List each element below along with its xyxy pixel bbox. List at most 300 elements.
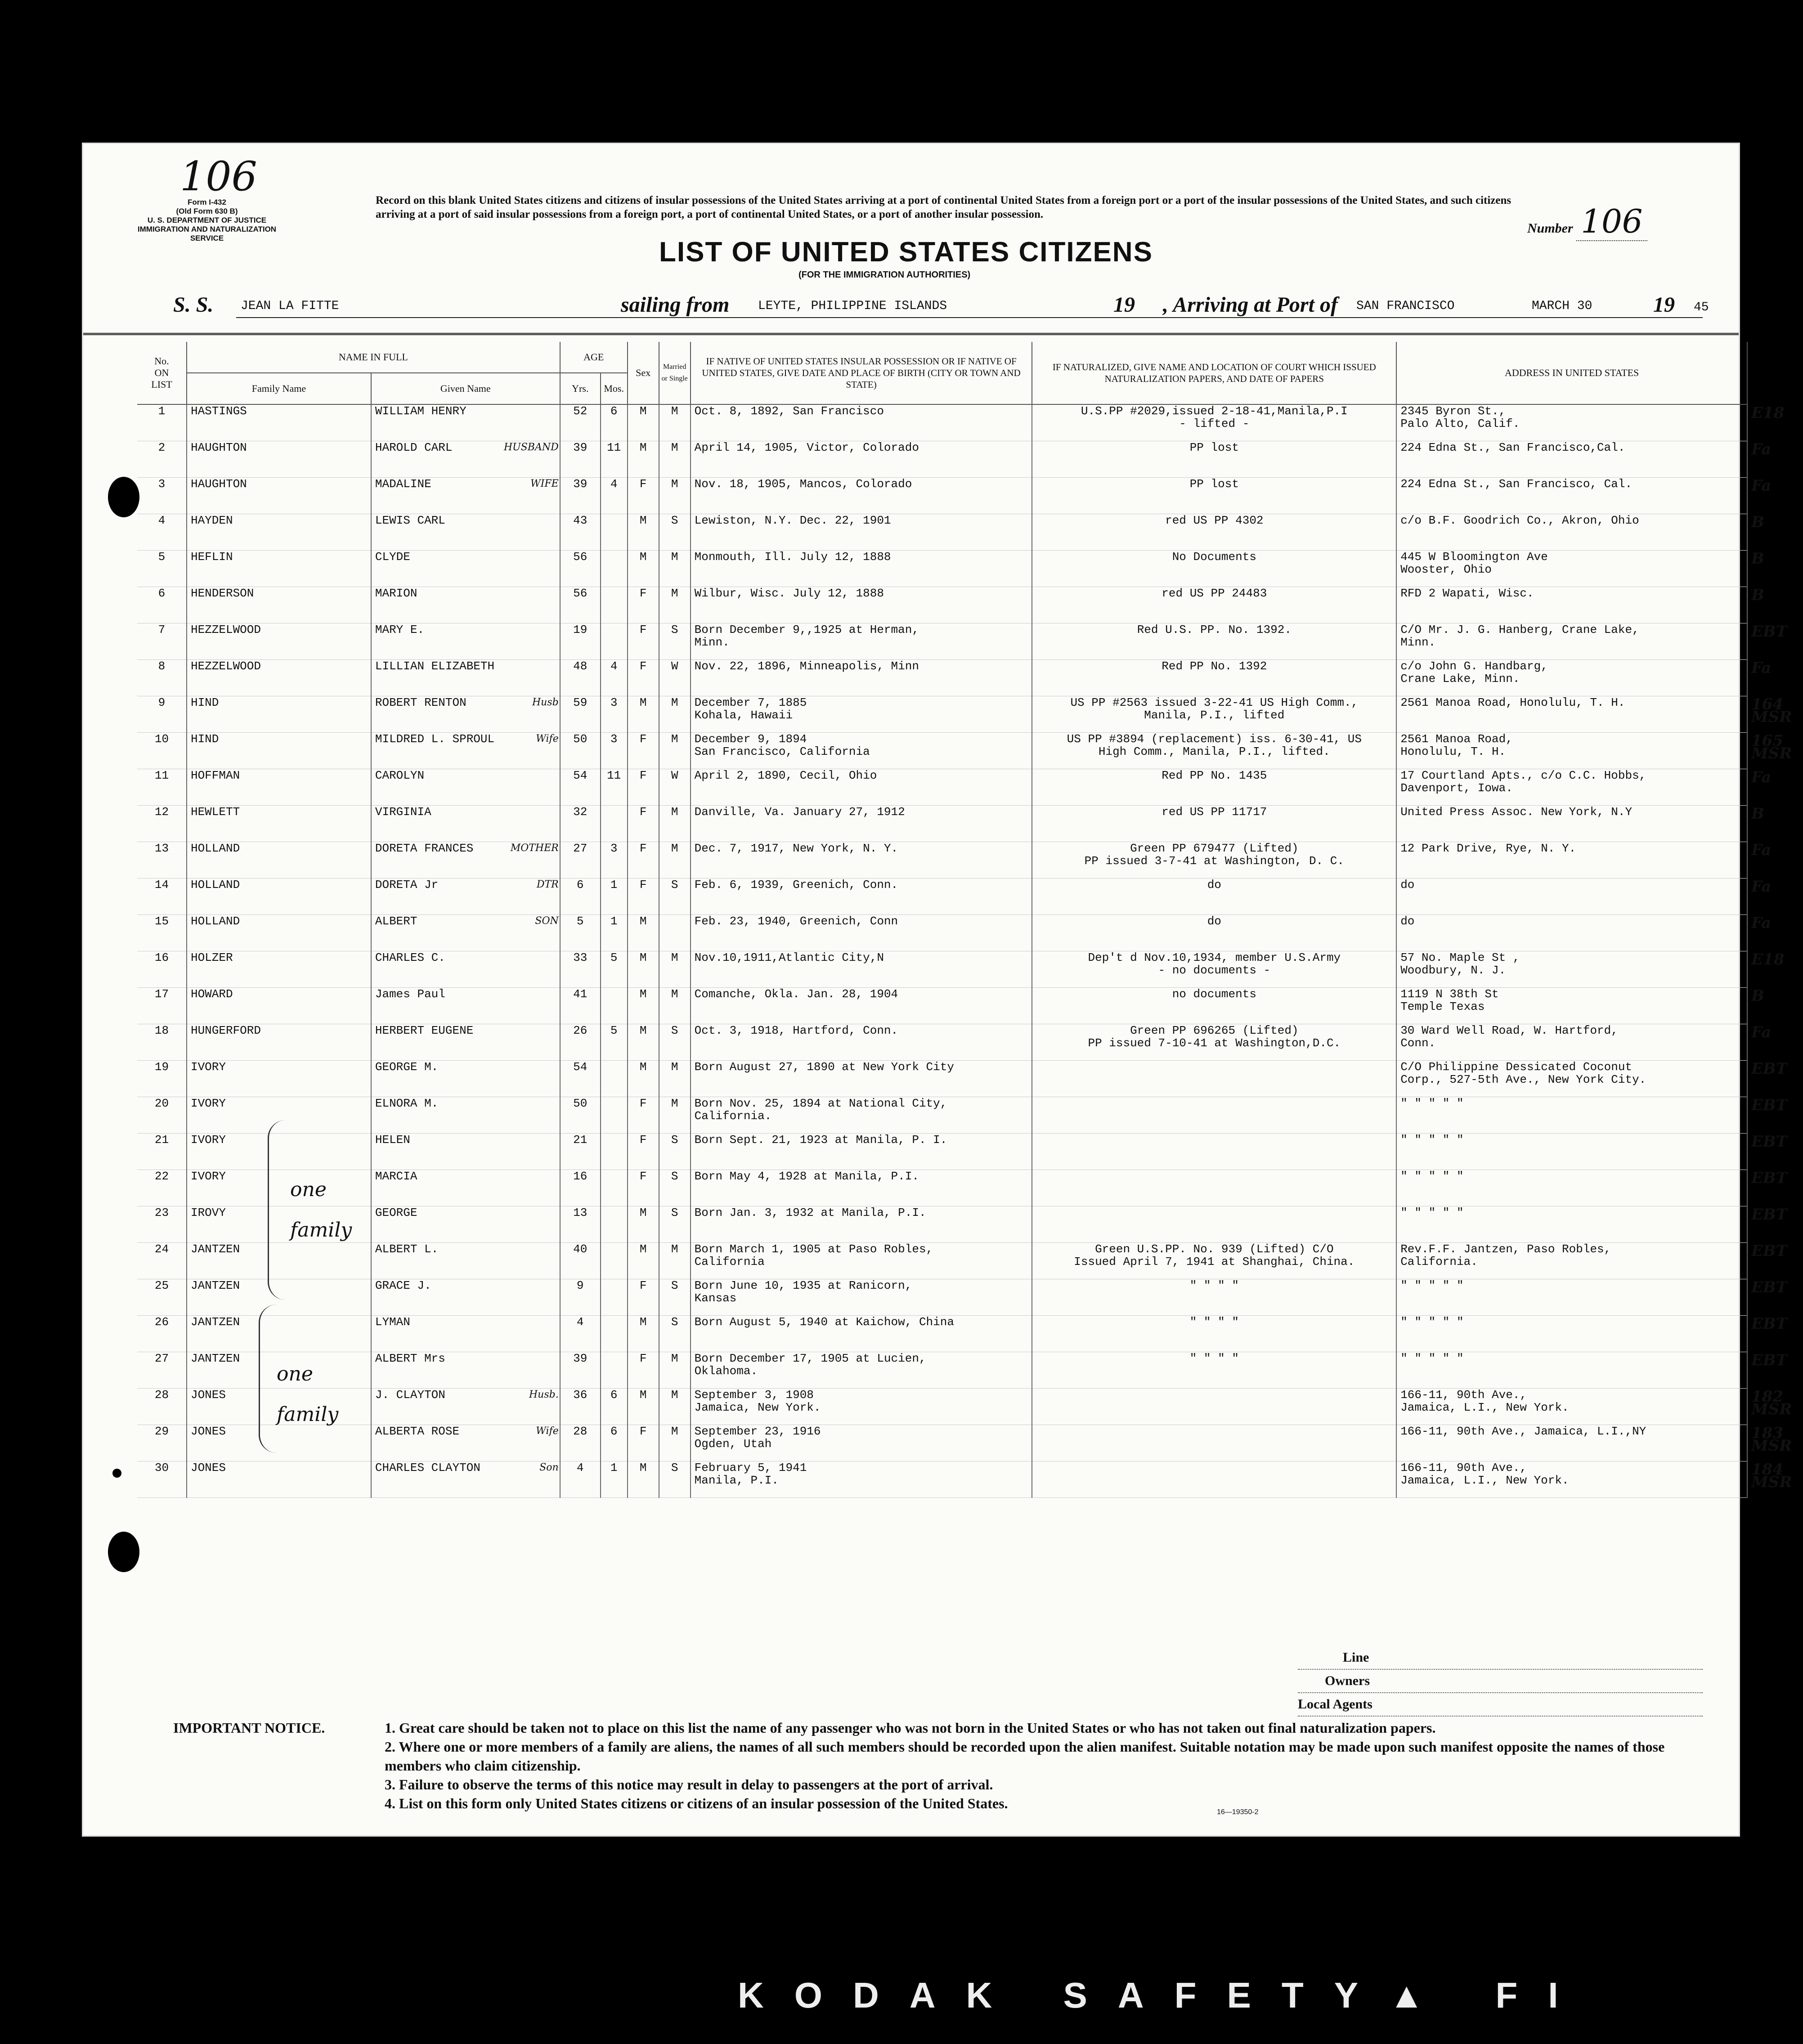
list-number-value: 106: [1576, 202, 1647, 241]
us-address: " " " " " EBT: [1396, 1206, 1747, 1243]
family-name: HOLLAND: [187, 842, 371, 879]
birth-info: April 14, 1905, Victor, Colorado: [691, 441, 1032, 478]
sex: M: [628, 988, 659, 1024]
age-months: 6: [601, 1389, 628, 1425]
age-years: 16: [560, 1170, 601, 1206]
punch-hole: [112, 1469, 121, 1478]
given-name: GEORGE: [371, 1206, 560, 1243]
age-months: 1: [601, 879, 628, 915]
us-address: " " " " " EBT: [1396, 1134, 1747, 1170]
row-number: 1: [137, 404, 187, 441]
page-subtitle: (FOR THE IMMIGRATION AUTHORITIES): [798, 270, 971, 280]
naturalization-info: [1032, 1461, 1396, 1498]
birth-info: Wilbur, Wisc. July 12, 1888: [691, 587, 1032, 623]
given-name: LILLIAN ELIZABETH: [371, 660, 560, 696]
marital-status: M: [659, 1389, 691, 1425]
notice-heading: IMPORTANT NOTICE.: [173, 1720, 325, 1736]
family-name: JANTZEN: [187, 1279, 371, 1316]
naturalization-info: Green PP 696265 (Lifted) PP issued 7-10-41 at Washington,D.C.: [1032, 1024, 1396, 1061]
table-row: [137, 660, 1747, 696]
us-address: 445 W Bloomington Ave Wooster, Ohio B: [1396, 551, 1747, 587]
us-address: 166-11, 90th Ave., Jamaica, L.I.,NY 183 MSR: [1396, 1425, 1747, 1461]
margin-annotation: EBT: [1751, 1169, 1787, 1187]
us-address: 57 No. Maple St , Woodbury, N. J. E18: [1396, 951, 1747, 988]
naturalization-info: U.S.PP #2029,issued 2-18-41,Manila,P.I - lifted -: [1032, 404, 1396, 441]
passenger-rows: [137, 404, 1792, 1498]
us-address: do Fa: [1396, 879, 1747, 915]
age-months: [601, 1316, 628, 1352]
sex: M: [628, 915, 659, 951]
margin-annotation: 165 MSR: [1751, 732, 1792, 762]
marital-status: M: [659, 988, 691, 1024]
family-name: HOLZER: [187, 951, 371, 988]
age-years: 13: [560, 1206, 601, 1243]
family-name: IVORY: [187, 1061, 371, 1097]
row-number: 29: [137, 1425, 187, 1461]
age-years: 50: [560, 733, 601, 769]
birth-info: Born May 4, 1928 at Manila, P.I.: [691, 1170, 1032, 1206]
us-address: 224 Edna St., San Francisco, Cal. Fa: [1396, 478, 1747, 514]
age-years: 19: [560, 623, 601, 660]
table-row: [137, 1024, 1747, 1061]
given-name: [371, 915, 560, 951]
age-months: [601, 551, 628, 587]
margin-annotation: Fa: [1751, 841, 1772, 859]
margin-annotation: B: [1751, 987, 1764, 1005]
given-name: HELEN: [371, 1134, 560, 1170]
table-row: [137, 879, 1747, 915]
margin-annotation: B: [1751, 550, 1764, 568]
margin-annotation: 164 MSR: [1751, 695, 1792, 726]
margin-annotation: 184 MSR: [1751, 1461, 1792, 1491]
row-number: 16: [137, 951, 187, 988]
naturalization-info: US PP #3894 (replacement) iss. 6-30-41, US High Comm., Manila, P.I., lifted.: [1032, 733, 1396, 769]
row-number: 5: [137, 551, 187, 587]
family-name: JANTZEN: [187, 1316, 371, 1352]
given-name: MARY E.: [371, 623, 560, 660]
us-address: RFD 2 Wapati, Wisc. B: [1396, 587, 1747, 623]
given-name: CAROLYN: [371, 769, 560, 806]
birth-info: Oct. 8, 1892, San Francisco: [691, 404, 1032, 441]
col-birth: IF NATIVE OF UNITED STATES INSULAR POSSESSION OR IF NATIVE OF UNITED STATES, GIVE DATE AND PLACE OF BIRTH (CITY OR TOWN AND STATE): [691, 342, 1032, 404]
relationship-note: Son: [539, 1462, 559, 1473]
col-no: No. ON LIST: [137, 342, 187, 404]
marital-status: M: [659, 1061, 691, 1097]
family-name: HOLLAND: [187, 879, 371, 915]
us-address: United Press Assoc. New York, N.Y B: [1396, 806, 1747, 842]
given-name-text: ROBERT RENTON: [375, 696, 466, 709]
naturalization-info: [1032, 1170, 1396, 1206]
table-row: [137, 1461, 1747, 1498]
age-years: 36: [560, 1389, 601, 1425]
age-months: [601, 587, 628, 623]
family-name: HOLLAND: [187, 915, 371, 951]
birth-info: Born Nov. 25, 1894 at National City, California.: [691, 1097, 1032, 1134]
marital-status: M: [659, 441, 691, 478]
us-address: 12 Park Drive, Rye, N. Y. Fa: [1396, 842, 1747, 879]
table-row: [137, 1097, 1747, 1134]
age-months: [601, 1061, 628, 1097]
age-months: [601, 1097, 628, 1134]
given-name: MARION: [371, 587, 560, 623]
sex: F: [628, 1134, 659, 1170]
age-years: 56: [560, 551, 601, 587]
row-number: 13: [137, 842, 187, 879]
age-years: 56: [560, 587, 601, 623]
table-row: [137, 1316, 1747, 1352]
row-number: 14: [137, 879, 187, 915]
table-row: [137, 1134, 1747, 1170]
naturalization-info: [1032, 1425, 1396, 1461]
marital-status: M: [659, 404, 691, 441]
arrival-port: SAN FRANCISCO: [1356, 299, 1455, 313]
birth-info: Nov. 18, 1905, Mancos, Colorado: [691, 478, 1032, 514]
notice-row-1: [173, 1718, 1694, 1737]
naturalization-info: no documents: [1032, 988, 1396, 1024]
sex: M: [628, 696, 659, 733]
ship-name: JEAN LA FITTE: [241, 299, 339, 313]
naturalization-info: red US PP 24483: [1032, 587, 1396, 623]
marital-status: S: [659, 1170, 691, 1206]
naturalization-info: do: [1032, 915, 1396, 951]
family-name: JANTZEN: [187, 1243, 371, 1279]
given-name: [371, 441, 560, 478]
age-months: 4: [601, 660, 628, 696]
margin-annotation: EBT: [1751, 623, 1787, 641]
family-name: HEZZELWOOD: [187, 623, 371, 660]
age-years: 40: [560, 1243, 601, 1279]
marital-status: M: [659, 806, 691, 842]
given-name: [371, 733, 560, 769]
margin-annotation: EBT: [1751, 1096, 1787, 1114]
sex: F: [628, 478, 659, 514]
naturalization-info: " " " ": [1032, 1279, 1396, 1316]
family-name: HAUGHTON: [187, 441, 371, 478]
given-name: CLYDE: [371, 551, 560, 587]
col-mos: Mos.: [601, 373, 628, 404]
marital-status: S: [659, 1316, 691, 1352]
birth-info: December 9, 1894 San Francisco, California: [691, 733, 1032, 769]
age-years: 4: [560, 1461, 601, 1498]
age-years: 39: [560, 441, 601, 478]
notice-item-2: 2. Where one or more members of a family are aliens, the names of all such members should be recorded upon the alien manifest. Suitable notation may be made upon such manifest opposite the names of those members who claim citizenship.: [385, 1739, 1665, 1774]
naturalization-info: [1032, 1061, 1396, 1097]
sex: F: [628, 842, 659, 879]
sex: F: [628, 1097, 659, 1134]
family-bracket-ivory: [268, 1120, 287, 1300]
departure-port: LEYTE, PHILIPPINE ISLANDS: [758, 299, 947, 313]
family-bracket-jantzen: [259, 1304, 278, 1453]
age-months: 11: [601, 441, 628, 478]
given-name: VIRGINIA: [371, 806, 560, 842]
naturalization-info: [1032, 1389, 1396, 1425]
us-address: 30 Ward Well Road, W. Hartford, Conn. Fa: [1396, 1024, 1747, 1061]
age-months: 5: [601, 951, 628, 988]
header-instructions: Record on this blank United States citizens and citizens of insular possessions of the United States arriving at a port of continental United States from a foreign port or a port of the insular possessions of the United States, and such citizens arriving at a port of said insular possessions from a foreign port, a port of continental United States, or a port of another insular possession.: [376, 194, 1511, 220]
naturalization-info: Red U.S. PP. No. 1392.: [1032, 623, 1396, 660]
birth-info: Born March 1, 1905 at Paso Robles, California: [691, 1243, 1032, 1279]
given-name: ELNORA M.: [371, 1097, 560, 1134]
family-name: HEFLIN: [187, 551, 371, 587]
sex: F: [628, 1170, 659, 1206]
arrival-year: 45: [1694, 300, 1709, 314]
marital-status: M: [659, 587, 691, 623]
age-months: 5: [601, 1024, 628, 1061]
us-address: 166-11, 90th Ave., Jamaica, L.I., New York. 184 MSR: [1396, 1461, 1747, 1498]
relationship-note: Husb.: [529, 1389, 559, 1400]
us-address: 2561 Manoa Road, Honolulu, T. H. 165 MSR: [1396, 733, 1747, 769]
birth-info: Comanche, Okla. Jan. 28, 1904: [691, 988, 1032, 1024]
handwritten-form-number: 106: [180, 153, 257, 200]
sex: M: [628, 551, 659, 587]
row-number: 24: [137, 1243, 187, 1279]
age-years: 27: [560, 842, 601, 879]
table-row: [137, 514, 1747, 551]
age-years: 54: [560, 1061, 601, 1097]
footer-line-label: Line: [1298, 1646, 1703, 1670]
marital-status: M: [659, 1097, 691, 1134]
arrival-date: MARCH 30: [1532, 299, 1592, 313]
row-number: 11: [137, 769, 187, 806]
naturalization-info: Green U.S.PP. No. 939 (Lifted) C/O Issued April 7, 1941 at Shanghai, China.: [1032, 1243, 1396, 1279]
row-number: 28: [137, 1389, 187, 1425]
table-row: [137, 1061, 1747, 1097]
age-months: [601, 988, 628, 1024]
row-number: 21: [137, 1134, 187, 1170]
age-years: 39: [560, 1352, 601, 1389]
age-months: [601, 623, 628, 660]
us-address: C/O Philippine Dessicated Coconut Corp., 527-5th Ave., New York City. EBT: [1396, 1061, 1747, 1097]
row-number: 26: [137, 1316, 187, 1352]
naturalization-info: PP lost: [1032, 478, 1396, 514]
notice-item-4: 4. List on this form only United States citizens or citizens of an insular possession of the United States.: [385, 1795, 1008, 1811]
family-name: HAYDEN: [187, 514, 371, 551]
margin-annotation: B: [1751, 586, 1764, 604]
margin-annotation: EBT: [1751, 1315, 1787, 1333]
margin-annotation: EBT: [1751, 1278, 1787, 1296]
margin-annotation: Fa: [1751, 768, 1772, 786]
sex: M: [628, 441, 659, 478]
birth-info: September 23, 1916 Ogden, Utah: [691, 1425, 1032, 1461]
row-number: 30: [137, 1461, 187, 1498]
us-address: c/o John G. Handbarg, Crane Lake, Minn. Fa: [1396, 660, 1747, 696]
margin-annotation: 182 MSR: [1751, 1388, 1792, 1418]
marital-status: M: [659, 1352, 691, 1389]
col-sex: Sex: [628, 342, 659, 404]
given-name: GEORGE M.: [371, 1061, 560, 1097]
sex: F: [628, 1425, 659, 1461]
naturalization-info: US PP #2563 issued 3-22-41 US High Comm., Manila, P.I., lifted: [1032, 696, 1396, 733]
age-months: [601, 1134, 628, 1170]
relationship-note: Wife: [536, 733, 559, 744]
birth-info: Born Jan. 3, 1932 at Manila, P.I.: [691, 1206, 1032, 1243]
us-address: 1119 N 38th St Temple Texas B: [1396, 988, 1747, 1024]
table-row: [137, 441, 1747, 478]
age-years: 33: [560, 951, 601, 988]
sex: F: [628, 660, 659, 696]
table-row: [137, 733, 1747, 769]
given-name: [371, 696, 560, 733]
row-number: 19: [137, 1061, 187, 1097]
given-name-text: ALBERTA ROSE: [375, 1425, 460, 1438]
age-years: 50: [560, 1097, 601, 1134]
family-name: IVORY: [187, 1134, 371, 1170]
age-years: 28: [560, 1425, 601, 1461]
form-identifier: Form I-432 (Old Form 630 B) U. S. DEPARTMENT OF JUSTICE IMMIGRATION AND NATURALIZATION SERVICE: [137, 198, 277, 242]
list-number: [1527, 202, 1647, 240]
sex: F: [628, 623, 659, 660]
sex: M: [628, 1389, 659, 1425]
given-name: ALBERT L.: [371, 1243, 560, 1279]
punch-hole: [108, 477, 139, 517]
given-name: [371, 1425, 560, 1461]
age-months: 3: [601, 696, 628, 733]
us-address: 2345 Byron St., Palo Alto, Calif. E18: [1396, 404, 1747, 441]
us-address: " " " " " EBT: [1396, 1316, 1747, 1352]
naturalization-info: " " " ": [1032, 1316, 1396, 1352]
marital-status: M: [659, 551, 691, 587]
sex: M: [628, 1061, 659, 1097]
naturalization-info: PP lost: [1032, 441, 1396, 478]
given-name-text: ALBERT: [375, 914, 417, 928]
table-row: [137, 478, 1747, 514]
family-name: HENDERSON: [187, 587, 371, 623]
marital-status: S: [659, 623, 691, 660]
birth-info: Born August 27, 1890 at New York City: [691, 1061, 1032, 1097]
us-address: 166-11, 90th Ave., Jamaica, L.I., New York. 182 MSR: [1396, 1389, 1747, 1425]
relationship-note: WIFE: [530, 478, 559, 489]
age-months: [601, 806, 628, 842]
family-name: IVORY: [187, 1097, 371, 1134]
row-number: 12: [137, 806, 187, 842]
col-given-name: Given Name: [371, 373, 560, 404]
document-page: [83, 144, 1792, 1835]
margin-annotation: EBT: [1751, 1133, 1787, 1151]
family-name: JONES: [187, 1425, 371, 1461]
marital-status: M: [659, 696, 691, 733]
naturalization-info: Dep't d Nov.10,1934, member U.S.Army - no documents -: [1032, 951, 1396, 988]
birth-info: Nov.10,1911,Atlantic City,N: [691, 951, 1032, 988]
row-number: 27: [137, 1352, 187, 1389]
row-number: 10: [137, 733, 187, 769]
row-number: 7: [137, 623, 187, 660]
marital-status: [659, 915, 691, 951]
age-years: 54: [560, 769, 601, 806]
given-name: [371, 879, 560, 915]
margin-annotation: B: [1751, 513, 1764, 531]
naturalization-info: red US PP 4302: [1032, 514, 1396, 551]
table-row: [137, 769, 1747, 806]
age-months: [601, 514, 628, 551]
ss-label: S. S.: [173, 293, 214, 317]
age-months: 6: [601, 1425, 628, 1461]
table-row: [137, 951, 1747, 988]
sex: M: [628, 1316, 659, 1352]
family-name: HIND: [187, 696, 371, 733]
us-address: " " " " " EBT: [1396, 1279, 1747, 1316]
us-address: " " " " " EBT: [1396, 1170, 1747, 1206]
sex: F: [628, 1279, 659, 1316]
family-name: IVORY: [187, 1170, 371, 1206]
age-years: 6: [560, 879, 601, 915]
margin-annotation: Fa: [1751, 1023, 1772, 1041]
birth-info: Born August 5, 1940 at Kaichow, China: [691, 1316, 1032, 1352]
us-address: Rev.F.F. Jantzen, Paso Robles, California. EBT: [1396, 1243, 1747, 1279]
given-name: [371, 842, 560, 879]
family-name: HEWLETT: [187, 806, 371, 842]
given-name: WILLIAM HENRY: [371, 404, 560, 441]
age-months: 11: [601, 769, 628, 806]
marital-status: S: [659, 1024, 691, 1061]
given-name-text: MILDRED L. SPROUL: [375, 732, 495, 746]
birth-info: Lewiston, N.Y. Dec. 22, 1901: [691, 514, 1032, 551]
passenger-table: [137, 342, 1792, 1498]
age-months: 1: [601, 1461, 628, 1498]
naturalization-info: " " " ": [1032, 1352, 1396, 1389]
birth-info: December 7, 1885 Kohala, Hawaii: [691, 696, 1032, 733]
family-name: HOFFMAN: [187, 769, 371, 806]
age-years: 4: [560, 1316, 601, 1352]
marital-status: M: [659, 951, 691, 988]
marital-status: M: [659, 1243, 691, 1279]
given-name-text: DORETA FRANCES: [375, 842, 474, 855]
birth-info: Born Sept. 21, 1923 at Manila, P. I.: [691, 1134, 1032, 1170]
margin-annotation: E18: [1751, 404, 1785, 422]
table-row: [137, 1425, 1747, 1461]
voyage-underline: [236, 317, 1703, 318]
age-years: 39: [560, 478, 601, 514]
us-address: 2561 Manoa Road, Honolulu, T. H. 164 MSR: [1396, 696, 1747, 733]
us-address: c/o B.F. Goodrich Co., Akron, Ohio B: [1396, 514, 1747, 551]
family-name: HAUGHTON: [187, 478, 371, 514]
family-note-ivory: one family: [290, 1178, 352, 1242]
margin-annotation: Fa: [1751, 878, 1772, 896]
footer-agents-label: Local Agents: [1298, 1693, 1703, 1717]
row-number: 20: [137, 1097, 187, 1134]
age-years: 32: [560, 806, 601, 842]
age-months: [601, 1279, 628, 1316]
sex: M: [628, 1024, 659, 1061]
margin-annotation: Fa: [1751, 914, 1772, 932]
relationship-note: SON: [535, 915, 559, 927]
age-years: 41: [560, 988, 601, 1024]
marital-status: S: [659, 879, 691, 915]
margin-annotation: Fa: [1751, 477, 1772, 495]
sex: M: [628, 1206, 659, 1243]
naturalization-info: red US PP 11717: [1032, 806, 1396, 842]
marital-status: W: [659, 769, 691, 806]
relationship-note: Husb: [532, 697, 559, 708]
age-years: 21: [560, 1134, 601, 1170]
given-name: James Paul: [371, 988, 560, 1024]
age-years: 48: [560, 660, 601, 696]
col-address: ADDRESS IN UNITED STATES: [1396, 342, 1747, 404]
margin-annotation: Fa: [1751, 659, 1772, 677]
birth-info: Nov. 22, 1896, Minneapolis, Minn: [691, 660, 1032, 696]
naturalization-info: [1032, 1134, 1396, 1170]
margin-annotation: E18: [1751, 950, 1785, 968]
year-prefix: 19: [1113, 293, 1135, 317]
family-name: HUNGERFORD: [187, 1024, 371, 1061]
birth-info: April 2, 1890, Cecil, Ohio: [691, 769, 1032, 806]
arrival-year-prefix: 19: [1653, 293, 1675, 317]
table-row: [137, 915, 1747, 951]
col-married: Married or Single: [659, 342, 691, 404]
given-name: LEWIS CARL: [371, 514, 560, 551]
table-row: [137, 1352, 1747, 1389]
table-row: [137, 806, 1747, 842]
margin-annotation: B: [1751, 805, 1764, 823]
